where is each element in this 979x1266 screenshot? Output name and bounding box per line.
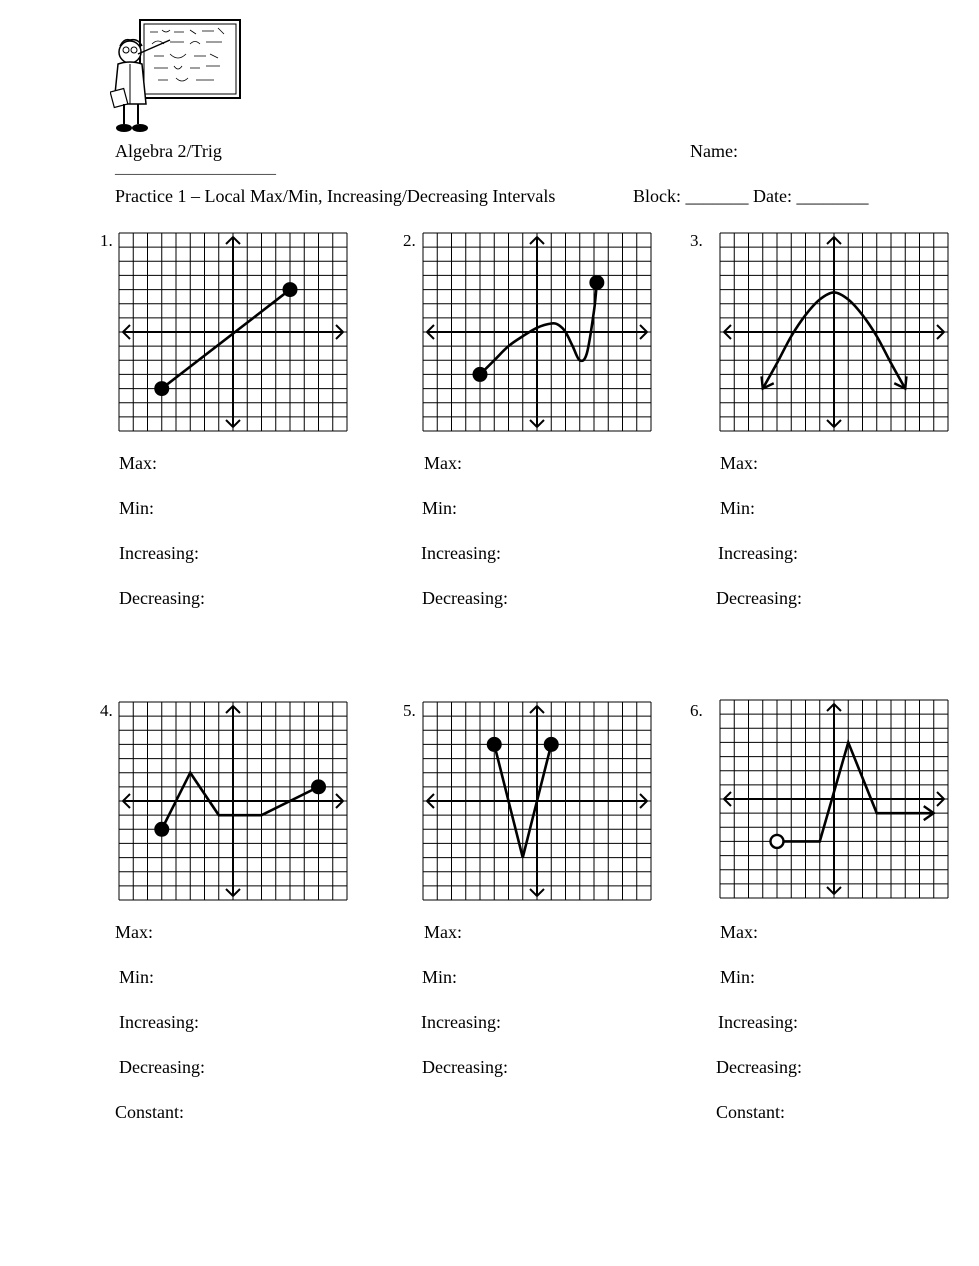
- decreasing-label-3: Decreasing:: [716, 588, 802, 608]
- max-label-1: Max:: [119, 453, 157, 473]
- closed-endpoint: [473, 367, 488, 382]
- increasing-label-6: Increasing:: [718, 1012, 798, 1032]
- max-label-4: Max:: [115, 922, 153, 942]
- block-date-fields: Block: _______ Date: ________: [633, 186, 869, 206]
- problem-number-5: 5.: [403, 701, 416, 720]
- closed-endpoint: [283, 282, 298, 297]
- min-label-5: Min:: [422, 967, 458, 987]
- increasing-label-5: Increasing:: [421, 1012, 501, 1032]
- decreasing-label-1: Decreasing:: [119, 588, 205, 608]
- decreasing-label-5: Decreasing:: [422, 1057, 508, 1077]
- max-label-5: Max:: [424, 922, 462, 942]
- closed-endpoint: [544, 737, 559, 752]
- increasing-label-4: Increasing:: [119, 1012, 199, 1032]
- problem-number-2: 2.: [403, 231, 416, 250]
- constant-label-4: Constant:: [115, 1102, 185, 1122]
- min-label-1: Min:: [119, 498, 155, 518]
- min-label-6: Min:: [720, 967, 756, 987]
- max-label-3: Max:: [720, 453, 758, 473]
- course-title: Algebra 2/Trig: [115, 141, 222, 161]
- closed-endpoint: [589, 275, 604, 290]
- problem-number-3: 3.: [690, 231, 703, 250]
- graph-5: [422, 701, 652, 903]
- worksheet-title: Practice 1 – Local Max/Min, Increasing/Decreasing Intervals: [115, 186, 556, 206]
- increasing-label-1: Increasing:: [119, 543, 199, 563]
- name-label: Name:: [690, 141, 738, 161]
- max-label-6: Max:: [720, 922, 758, 942]
- graph-3: [719, 232, 949, 434]
- closed-endpoint: [154, 822, 169, 837]
- problem-number-6: 6.: [690, 701, 703, 720]
- graph-1: [118, 232, 348, 434]
- open-endpoint: [771, 835, 784, 848]
- teacher-clipart: [110, 18, 245, 136]
- min-label-3: Min:: [720, 498, 756, 518]
- function-curve: [162, 290, 290, 389]
- graph-4: [118, 701, 348, 903]
- min-label-4: Min:: [119, 967, 155, 987]
- decreasing-label-2: Decreasing:: [422, 588, 508, 608]
- constant-label-6: Constant:: [716, 1102, 786, 1122]
- graph-6: [719, 699, 951, 901]
- closed-endpoint: [154, 381, 169, 396]
- decreasing-label-6: Decreasing:: [716, 1057, 802, 1077]
- min-label-2: Min:: [422, 498, 458, 518]
- problem-number-4: 4.: [100, 701, 113, 720]
- closed-endpoint: [487, 737, 502, 752]
- problem-number-1: 1.: [100, 231, 113, 250]
- increasing-label-3: Increasing:: [718, 543, 798, 563]
- max-label-2: Max:: [424, 453, 462, 473]
- increasing-label-2: Increasing:: [421, 543, 501, 563]
- name-line: _______________________: [115, 162, 276, 177]
- graph-2: [422, 232, 652, 434]
- function-curve: [777, 742, 934, 841]
- decreasing-label-4: Decreasing:: [119, 1057, 205, 1077]
- closed-endpoint: [311, 779, 326, 794]
